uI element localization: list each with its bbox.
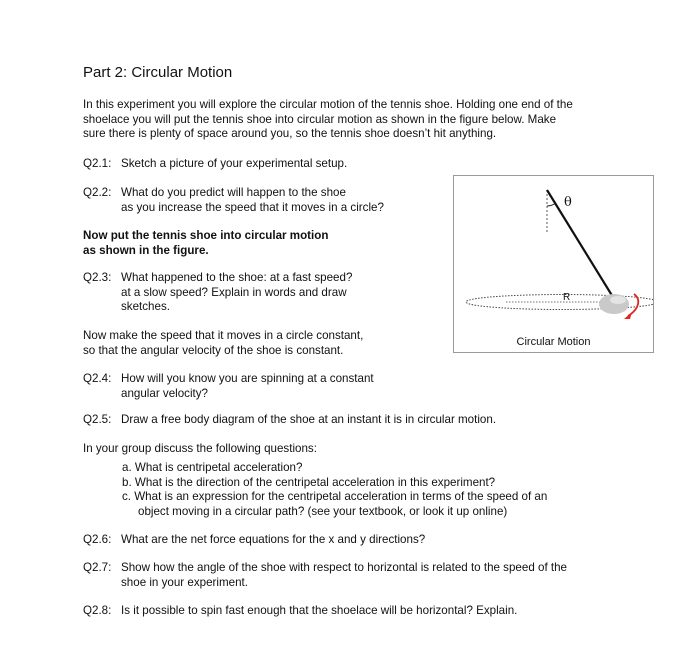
list-item: b. What is the direction of the centripetal acceleration in this experiment? (122, 475, 496, 489)
question-text: angular velocity? (121, 386, 209, 400)
figure-diagram (454, 176, 653, 352)
instruction-line: Now put the tennis shoe into circular motion (83, 229, 329, 242)
question-text: sketches. (121, 300, 170, 314)
instruction-line: as shown in the figure. (83, 243, 209, 257)
radius-label: R (563, 292, 571, 303)
question-2-1 (83, 157, 347, 172)
question-number: Q2.5: (83, 413, 112, 426)
intro-paragraph (83, 98, 573, 142)
question-number: Q2.2: (83, 186, 112, 199)
list-item: a. What is centripetal acceleration? (122, 461, 303, 474)
discussion-list (122, 461, 547, 519)
intro-line: sure there is plenty of space around you, so the tennis shoe doesn’t hit anything. (83, 127, 497, 141)
motion-arrow (628, 294, 638, 316)
question-2-5 (83, 413, 496, 428)
question-text: Show how the angle of the shoe with respect to horizontal is related to the speed of the (121, 561, 567, 574)
question-2-6 (83, 533, 425, 548)
instruction-text (83, 229, 328, 258)
question-text: What are the net force equations for the x and y directions? (121, 533, 426, 546)
discussion-heading: In your group discuss the following questions: (83, 442, 317, 455)
intro-line: shoelace you will put the tennis shoe into circular motion as shown in the figure below. Make (83, 112, 557, 126)
question-text: Is it possible to spin fast enough that the shoelace will be horizontal? Explain. (121, 604, 518, 617)
shoelace-string (547, 190, 616, 302)
question-2-8 (83, 604, 517, 619)
paragraph-line: Now make the speed that it moves in a circle constant, (83, 329, 364, 342)
question-2-4 (83, 372, 374, 401)
theta-label: θ (564, 195, 572, 210)
question-text: How will you know you are spinning at a constant (121, 372, 374, 385)
paragraph-line: so that the angular velocity of the shoe is constant. (83, 343, 344, 357)
figure-caption: Circular Motion (516, 336, 591, 348)
shoe-highlight (610, 296, 626, 304)
question-2-2 (83, 186, 384, 215)
question-number: Q2.8: (83, 604, 112, 617)
question-2-7 (83, 561, 567, 590)
question-number: Q2.1: (83, 157, 112, 170)
circular-motion-figure (453, 175, 654, 353)
question-2-3 (83, 271, 352, 315)
constant-speed-text (83, 329, 363, 358)
question-text: at a slow speed? Explain in words and draw (121, 285, 347, 299)
intro-line: In this experiment you will explore the circular motion of the tennis shoe. Holding one end of the (83, 98, 573, 111)
question-text: as you increase the speed that it moves in a circle? (121, 200, 384, 214)
question-number: Q2.3: (83, 271, 112, 284)
question-text: Sketch a picture of your experimental setup. (121, 157, 348, 170)
list-item: c. What is an expression for the centripetal acceleration in terms of the speed of an (122, 490, 548, 504)
question-text: Draw a free body diagram of the shoe at an instant it is in circular motion. (121, 413, 497, 426)
section-title: Part 2: Circular Motion (83, 64, 233, 81)
question-text: What do you predict will happen to the shoe (121, 186, 346, 199)
question-text: What happened to the shoe: at a fast speed? (121, 271, 353, 284)
question-text: shoe in your experiment. (121, 575, 248, 589)
list-item-continuation: object moving in a circular path? (see your textbook, or look it up online) (138, 504, 508, 518)
question-number: Q2.6: (83, 533, 112, 546)
question-number: Q2.7: (83, 561, 112, 574)
question-number: Q2.4: (83, 372, 112, 385)
